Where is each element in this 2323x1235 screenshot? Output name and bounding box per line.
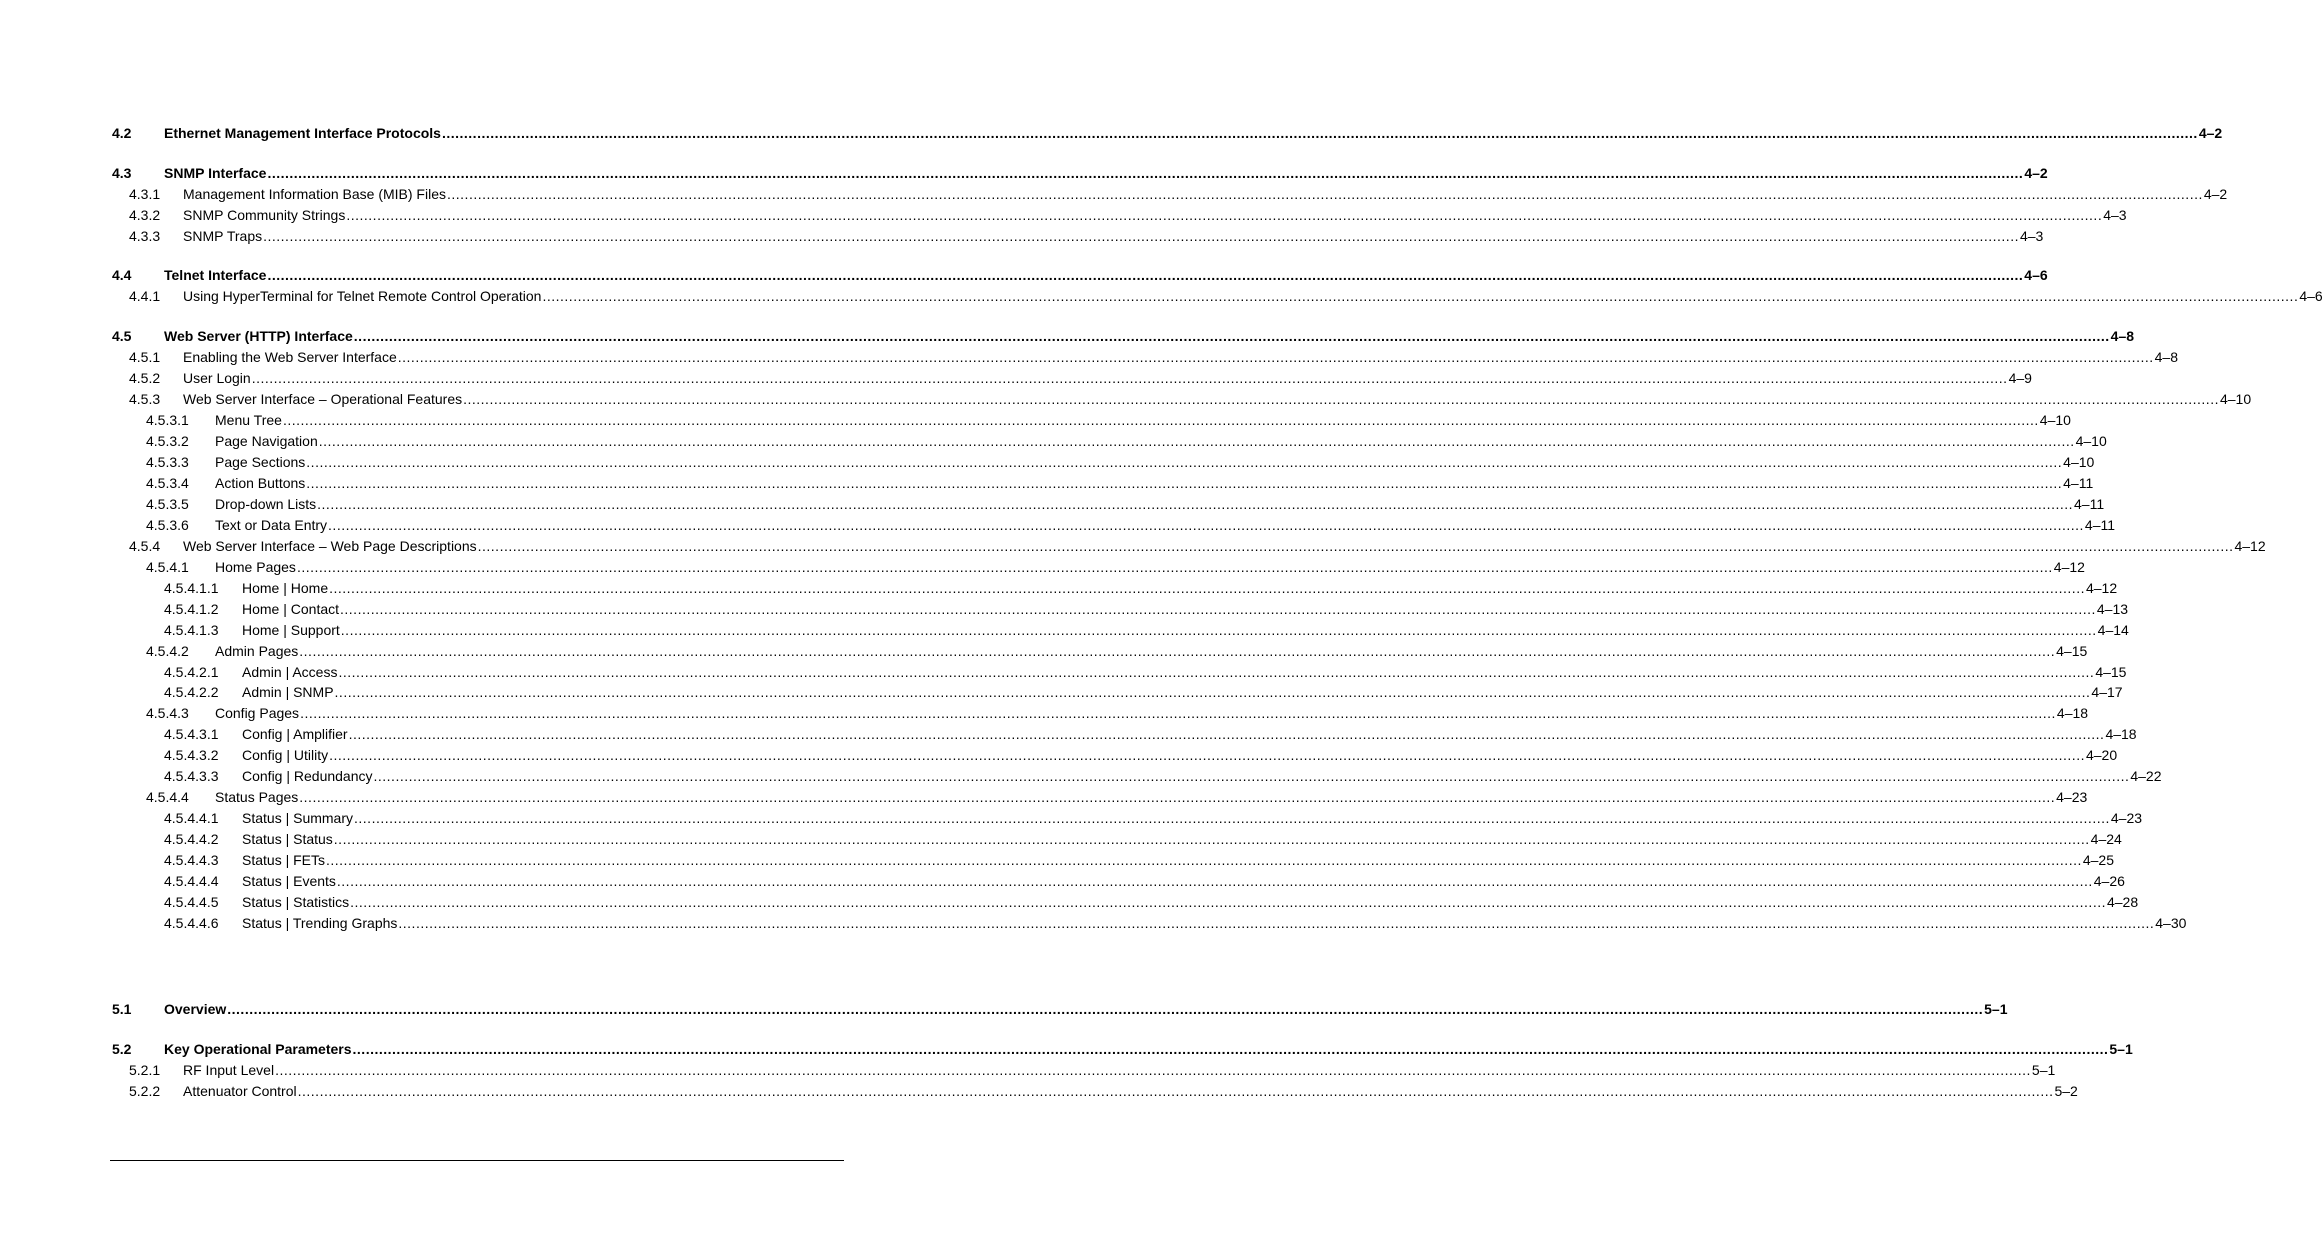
toc-entry-page: 4–6 — [2299, 288, 2323, 304]
toc-entry-title: SNMP Traps — [183, 228, 263, 244]
toc-entry[interactable] — [164, 621, 2129, 639]
toc-entry-page: 4–18 — [2056, 705, 2089, 721]
toc-entry[interactable] — [112, 266, 2048, 284]
toc-entry[interactable] — [129, 1061, 2056, 1079]
toc-entry[interactable] — [146, 495, 2105, 513]
toc-entry-title: Status | Events — [242, 873, 336, 889]
toc-entry-title: Admin | SNMP — [242, 684, 334, 700]
toc-entry-number: 4.3.3 — [129, 228, 161, 244]
toc-entry-title: Management Information Base (MIB) Files — [183, 186, 446, 202]
toc-entry-number: 4.5.4.3.2 — [164, 747, 219, 763]
toc-entry-number: 5.1 — [112, 1001, 132, 1017]
toc-dot-leader: ................................................................................................................................................................................................................................................................................................................................................................................................................ — [299, 789, 2056, 805]
toc-entry[interactable] — [146, 558, 2085, 576]
toc-entry-title: User Login — [183, 370, 251, 386]
toc-entry[interactable] — [129, 390, 2252, 408]
toc-dot-leader: ................................................................................................................................................................................................................................................................................................................................................................................................................ — [373, 768, 2130, 784]
toc-entry-page: 4–23 — [2110, 810, 2143, 826]
toc-entry-page: 4–3 — [2103, 207, 2127, 223]
toc-dot-leader: ................................................................................................................................................................................................................................................................................................................................................................................................................ — [306, 475, 2063, 491]
toc-entry-page: 4–10 — [2219, 391, 2252, 407]
toc-entry-page: 4–2 — [2024, 165, 2048, 181]
toc-entry-title: Home | Contact — [242, 601, 340, 617]
toc-entry-number: 5.2.2 — [129, 1083, 161, 1099]
toc-entry-number: 4.2 — [112, 125, 132, 141]
toc-entry-title: Using HyperTerminal for Telnet Remote Control Operation — [183, 288, 542, 304]
toc-entry-page: 4–30 — [2155, 915, 2187, 931]
toc-entry-number: 4.5.4.4.3 — [164, 852, 219, 868]
toc-entry-number: 4.5.4.3 — [146, 705, 189, 721]
toc-dot-leader: ................................................................................................................................................................................................................................................................................................................................................................................................................ — [334, 684, 2091, 700]
toc-entry-page: 4–2 — [2203, 186, 2228, 202]
toc-entry-number: 4.5.4.2.1 — [164, 664, 219, 680]
toc-dot-leader: ................................................................................................................................................................................................................................................................................................................................................................................................................ — [300, 705, 2056, 721]
toc-dot-leader: ................................................................................................................................................................................................................................................................................................................................................................................................................ — [463, 391, 2219, 407]
toc-entry-title: Web Server Interface – Operational Features — [183, 391, 463, 407]
toc-entry-title: Config | Utility — [242, 747, 329, 763]
toc-dot-leader: ................................................................................................................................................................................................................................................................................................................................................................................................................ — [329, 580, 2085, 596]
toc-entry-page: 4–15 — [2056, 643, 2088, 659]
toc-dot-leader: ................................................................................................................................................................................................................................................................................................................................................................................................................ — [398, 915, 2155, 931]
toc-entry-number: 4.5.4.1 — [146, 559, 189, 575]
toc-entry-title: SNMP Community Strings — [183, 207, 346, 223]
toc-entry-title: RF Input Level — [183, 1062, 275, 1078]
toc-entry[interactable] — [146, 642, 2088, 660]
toc-entry[interactable] — [112, 1000, 2008, 1018]
toc-entry-number: 4.3.2 — [129, 207, 161, 223]
toc-entry[interactable] — [164, 767, 2162, 785]
toc-entry-number: 5.2 — [112, 1041, 132, 1057]
toc-entry-title: Status | Trending Graphs — [242, 915, 398, 931]
toc-entry[interactable] — [164, 663, 2127, 681]
toc-dot-leader: ................................................................................................................................................................................................................................................................................................................................................................................................................ — [297, 1083, 2054, 1099]
toc-entry-number: 4.5.3.5 — [146, 496, 189, 512]
toc-entry-title: Attenuator Control — [183, 1083, 297, 1099]
toc-entry-number: 4.5.4.2.2 — [164, 684, 219, 700]
toc-entry[interactable] — [112, 327, 2135, 345]
toc-entry[interactable] — [164, 893, 2139, 911]
toc-entry-page: 4–13 — [2096, 601, 2129, 617]
toc-entry-number: 4.5.4.4.6 — [164, 915, 219, 931]
toc-entry-title: Ethernet Management Interface Protocols — [164, 125, 441, 141]
toc-dot-leader: ................................................................................................................................................................................................................................................................................................................................................................................................................ — [447, 186, 2203, 202]
toc-entry-page: 4–25 — [2082, 852, 2115, 868]
toc-entry-title: Home Pages — [215, 559, 296, 575]
toc-entry[interactable] — [129, 287, 2323, 305]
toc-entry-number: 4.5.4 — [129, 538, 161, 554]
toc-entry-number: 4.5.4.4.4 — [164, 873, 219, 889]
footer-rule — [110, 1160, 844, 1161]
toc-entry-title: Admin Pages — [215, 643, 299, 659]
toc-entry-title: Config | Amplifier — [242, 726, 348, 742]
toc-dot-leader: ................................................................................................................................................................................................................................................................................................................................................................................................................ — [333, 831, 2090, 847]
toc-entry-page: 4–14 — [2097, 622, 2129, 638]
toc-dot-leader: ................................................................................................................................................................................................................................................................................................................................................................................................................ — [354, 810, 2110, 826]
toc-dot-leader: ................................................................................................................................................................................................................................................................................................................................................................................................................ — [542, 288, 2299, 304]
toc-entry-title: Admin | Access — [242, 664, 338, 680]
toc-dot-leader: ................................................................................................................................................................................................................................................................................................................................................................................................................ — [352, 1041, 2109, 1057]
toc-entry[interactable] — [112, 124, 2223, 142]
toc-entry[interactable] — [129, 1082, 2078, 1100]
toc-entry[interactable] — [164, 851, 2115, 869]
toc-dot-leader: ................................................................................................................................................................................................................................................................................................................................................................................................................ — [348, 726, 2105, 742]
toc-dot-leader: ................................................................................................................................................................................................................................................................................................................................................................................................................ — [267, 267, 2024, 283]
toc-entry-title: Web Server Interface – Web Page Descriptions — [183, 538, 477, 554]
toc-entry[interactable] — [164, 809, 2143, 827]
toc-dot-leader: ................................................................................................................................................................................................................................................................................................................................................................................................................ — [227, 1001, 1984, 1017]
toc-dot-leader: ................................................................................................................................................................................................................................................................................................................................................................................................................ — [317, 496, 2074, 512]
toc-entry-title: Page Sections — [215, 454, 306, 470]
toc-entry-number: 4.3.1 — [129, 186, 161, 202]
toc-dot-leader: ................................................................................................................................................................................................................................................................................................................................................................................................................ — [329, 747, 2085, 763]
toc-entry-page: 4–11 — [2084, 517, 2116, 533]
toc-entry[interactable] — [164, 914, 2187, 932]
toc-entry[interactable] — [129, 206, 2127, 224]
toc-entry-page: 4–8 — [2154, 349, 2178, 365]
toc-entry-number: 4.5.3.2 — [146, 433, 189, 449]
toc-entry-number: 4.5.3.3 — [146, 454, 189, 470]
toc-entry-page: 4–18 — [2105, 726, 2137, 742]
toc-entry-page: 5–1 — [1984, 1001, 2008, 1017]
toc-entry-page: 4–10 — [2075, 433, 2107, 449]
toc-entry-page: 4–26 — [2093, 873, 2125, 889]
toc-entry-title: Overview — [164, 1001, 227, 1017]
toc-entry-title: Status Pages — [215, 789, 299, 805]
toc-entry-number: 4.5.4.1.2 — [164, 601, 219, 617]
toc-entry[interactable] — [164, 683, 2123, 701]
toc-entry-number: 4.5.3 — [129, 391, 161, 407]
toc-entry-number: 4.4.1 — [129, 288, 161, 304]
toc-entry-page: 4–2 — [2198, 125, 2223, 141]
toc-entry[interactable] — [164, 746, 2118, 764]
toc-dot-leader: ................................................................................................................................................................................................................................................................................................................................................................................................................ — [477, 538, 2234, 554]
toc-entry-title: Home | Support — [242, 622, 340, 638]
toc-entry-title: Drop-down Lists — [215, 496, 317, 512]
toc-entry-title: Status | Summary — [242, 810, 354, 826]
toc-entry[interactable] — [164, 725, 2137, 743]
toc-entry-title: Web Server (HTTP) Interface — [164, 328, 353, 344]
toc-entry[interactable] — [129, 537, 2266, 555]
toc-dot-leader: ................................................................................................................................................................................................................................................................................................................................................................................................................ — [353, 328, 2110, 344]
toc-entry-page: 4–6 — [2024, 267, 2048, 283]
toc-entry-number: 4.5.4.3.1 — [164, 726, 219, 742]
toc-entry-page: 4–12 — [2053, 559, 2085, 575]
toc-entry[interactable] — [146, 474, 2094, 492]
toc-entry-number: 4.5.4.4.2 — [164, 831, 219, 847]
toc-entry-number: 5.2.1 — [129, 1062, 161, 1078]
toc-entry-page: 4–10 — [2039, 412, 2071, 428]
toc-entry-title: Enabling the Web Server Interface — [183, 349, 397, 365]
toc-dot-leader: ................................................................................................................................................................................................................................................................................................................................................................................................................ — [441, 125, 2198, 141]
toc-dot-leader: ................................................................................................................................................................................................................................................................................................................................................................................................................ — [267, 165, 2024, 181]
toc-entry-number: 4.3 — [112, 165, 132, 181]
toc-entry-title: Action Buttons — [215, 475, 306, 491]
toc-dot-leader: ................................................................................................................................................................................................................................................................................................................................................................................................................ — [318, 433, 2075, 449]
toc-entry-number: 4.5.4.1.1 — [164, 580, 219, 596]
toc-entry[interactable] — [164, 579, 2118, 597]
toc-entry-title: Status | Statistics — [242, 894, 350, 910]
toc-entry[interactable] — [164, 600, 2129, 618]
toc-entry-number: 4.5.4.1.3 — [164, 622, 219, 638]
toc-dot-leader: ................................................................................................................................................................................................................................................................................................................................................................................................................ — [306, 454, 2063, 470]
toc-entry-page: 4–9 — [2008, 370, 2032, 386]
toc-entry-title: Page Navigation — [215, 433, 318, 449]
toc-entry-number: 4.5.1 — [129, 349, 161, 365]
toc-entry[interactable] — [129, 185, 2228, 203]
toc-entry[interactable] — [164, 872, 2125, 890]
toc-entry[interactable] — [146, 411, 2071, 429]
toc-entry-page: 4–10 — [2063, 454, 2095, 470]
toc-dot-leader: ................................................................................................................................................................................................................................................................................................................................................................................................................ — [328, 517, 2084, 533]
toc-entry-title: Config | Redundancy — [242, 768, 373, 784]
toc-entry-title: Status | FETs — [242, 852, 325, 868]
toc-entry-page: 4–12 — [2234, 538, 2266, 554]
toc-dot-leader: ................................................................................................................................................................................................................................................................................................................................................................................................................ — [397, 349, 2154, 365]
toc-dot-leader: ................................................................................................................................................................................................................................................................................................................................................................................................................ — [296, 559, 2053, 575]
toc-entry-page: 4–11 — [2063, 475, 2094, 491]
toc-entry-page: 4–12 — [2085, 580, 2118, 596]
toc-dot-leader: ................................................................................................................................................................................................................................................................................................................................................................................................................ — [326, 852, 2082, 868]
toc-entry-page: 4–11 — [2074, 496, 2105, 512]
toc-entry-page: 5–2 — [2054, 1083, 2078, 1099]
toc-entry-page: 4–22 — [2130, 768, 2162, 784]
toc-entry-number: 4.5 — [112, 328, 132, 344]
toc-entry-page: 5–1 — [2031, 1062, 2056, 1078]
toc-entry-page: 4–15 — [2095, 664, 2127, 680]
toc-entry[interactable] — [146, 788, 2088, 806]
toc-dot-leader: ................................................................................................................................................................................................................................................................................................................................................................................................................ — [299, 643, 2056, 659]
toc-dot-leader: ................................................................................................................................................................................................................................................................................................................................................................................................................ — [251, 370, 2008, 386]
toc-entry-number: 4.5.4.4 — [146, 789, 189, 805]
toc-entry-number: 4.5.4.4.5 — [164, 894, 219, 910]
toc-entry-title: Home | Home — [242, 580, 329, 596]
toc-entry[interactable] — [112, 1040, 2133, 1058]
toc-entry[interactable] — [164, 830, 2122, 848]
toc-dot-leader: ................................................................................................................................................................................................................................................................................................................................................................................................................ — [336, 873, 2093, 889]
toc-entry-title: Text or Data Entry — [215, 517, 328, 533]
toc-entry-page: 4–24 — [2090, 831, 2122, 847]
toc-entry-title: Key Operational Parameters — [164, 1041, 352, 1057]
toc-entry-title: Telnet Interface — [164, 267, 267, 283]
toc-entry-page: 4–20 — [2085, 747, 2118, 763]
toc-entry[interactable] — [129, 348, 2178, 366]
toc-entry-number: 4.5.4.3.3 — [164, 768, 219, 784]
toc-dot-leader: ................................................................................................................................................................................................................................................................................................................................................................................................................ — [346, 207, 2103, 223]
toc-entry[interactable] — [146, 516, 2116, 534]
toc-entry-page: 4–23 — [2056, 789, 2088, 805]
toc-entry-page: 5–1 — [2109, 1041, 2133, 1057]
toc-entry[interactable] — [112, 164, 2048, 182]
toc-entry-title: Status | Status — [242, 831, 333, 847]
toc-entry-number: 4.5.3.4 — [146, 475, 189, 491]
toc-entry[interactable] — [129, 369, 2032, 387]
toc-entry-page: 4–28 — [2106, 894, 2139, 910]
toc-entry-page: 4–17 — [2091, 684, 2123, 700]
toc-entry[interactable] — [146, 704, 2089, 722]
toc-entry-title: Config Pages — [215, 705, 300, 721]
toc-entry[interactable] — [129, 227, 2044, 245]
toc-entry-page: 4–3 — [2019, 228, 2044, 244]
toc-dot-leader: ................................................................................................................................................................................................................................................................................................................................................................................................................ — [275, 1062, 2031, 1078]
toc-dot-leader: ................................................................................................................................................................................................................................................................................................................................................................................................................ — [263, 228, 2019, 244]
toc-dot-leader: ................................................................................................................................................................................................................................................................................................................................................................................................................ — [282, 412, 2039, 428]
toc-entry-number: 4.5.4.2 — [146, 643, 189, 659]
toc-dot-leader: ................................................................................................................................................................................................................................................................................................................................................................................................................ — [340, 601, 2096, 617]
toc-entry[interactable] — [146, 453, 2095, 471]
toc-entry-number: 4.5.3.1 — [146, 412, 189, 428]
toc-entry-number: 4.5.3.6 — [146, 517, 189, 533]
toc-entry-page: 4–8 — [2110, 328, 2135, 344]
toc-dot-leader: ................................................................................................................................................................................................................................................................................................................................................................................................................ — [338, 664, 2095, 680]
toc-entry-title: SNMP Interface — [164, 165, 267, 181]
toc-entry-number: 4.5.4.4.1 — [164, 810, 219, 826]
toc-entry-title: Menu Tree — [215, 412, 282, 428]
toc-entry[interactable] — [146, 432, 2107, 450]
toc-entry-number: 4.5.2 — [129, 370, 161, 386]
toc-dot-leader: ................................................................................................................................................................................................................................................................................................................................................................................................................ — [350, 894, 2106, 910]
toc-entry-number: 4.4 — [112, 267, 132, 283]
toc-dot-leader: ................................................................................................................................................................................................................................................................................................................................................................................................................ — [340, 622, 2097, 638]
